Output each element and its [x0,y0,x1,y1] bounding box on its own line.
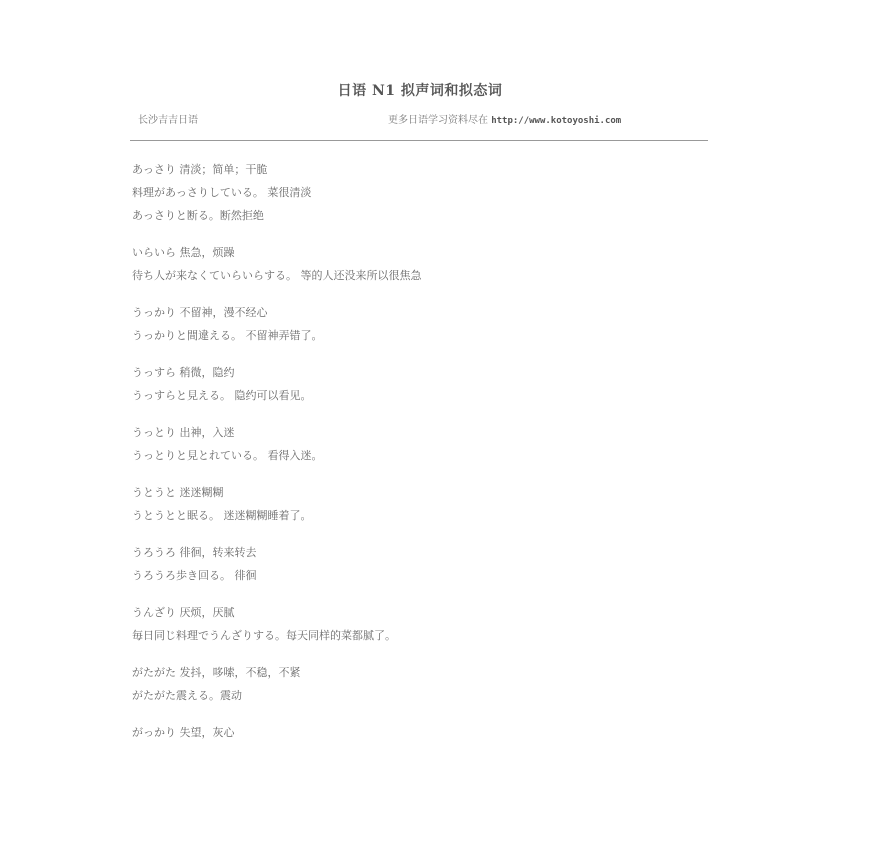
entry-headword-line: うんざり 厌烦，厌腻 [132,606,235,619]
entry-example-line: うっかりと間違える。 不留神弄错了。 [132,329,323,342]
entry-example-line: うっとりと見とれている。 看得入迷。 [132,449,323,462]
entry-headword-line: あっさり 清淡；简单；干脆 [132,163,268,176]
entry-example-line: がたがた震える。震动 [132,689,242,702]
entry-headword-line: うっかり 不留神，漫不经心 [132,306,268,319]
header-url-link[interactable]: http://www.kotoyoshi.com [491,116,622,126]
entry-example-line: うろうろ歩き回る。 徘徊 [132,569,257,582]
vocabulary-entry [132,158,732,227]
vocabulary-entry [132,481,732,527]
entry-headword-line: うろうろ 徘徊，转来转去 [132,546,257,559]
header-right-text [388,111,621,126]
entry-example-line: うっすらと見える。 隐约可以看见。 [132,389,312,402]
vocabulary-entry [132,661,732,707]
vocabulary-entry [132,601,732,647]
entry-example-line: 料理があっさりしている。 菜很清淡 [132,186,312,199]
vocabulary-list [132,158,732,758]
vocabulary-entry [132,241,732,287]
vocabulary-entry [132,301,732,347]
vocabulary-entry [132,421,732,467]
header-left-text: 长沙吉吉日语 [138,115,198,126]
entry-example-line: 毎日同じ料理でうんざりする。每天同样的菜都腻了。 [132,629,396,642]
header-right-prefix: 更多日语学习资料尽在 [388,115,492,126]
vocabulary-entry [132,721,732,744]
entry-example-line: あっさりと断る。断然拒绝 [132,209,264,222]
entry-headword-line: いらいら 焦急，烦躁 [132,246,235,259]
entry-headword-line: うっとり 出神，入迷 [132,426,235,439]
entry-headword-line: うっすら 稍微，隐约 [132,366,235,379]
entry-headword-line: がたがた 发抖，哆嗦，不稳，不紧 [132,666,301,679]
entry-headword-line: がっかり 失望，灰心 [132,726,235,739]
entry-example-line: うとうとと眠る。 迷迷糊糊睡着了。 [132,509,312,522]
header-divider [130,140,708,141]
entry-example-line: 待ち人が来なくていらいらする。 等的人还没来所以很焦急 [132,269,422,282]
vocabulary-entry [132,541,732,587]
vocabulary-entry [132,361,732,407]
entry-headword-line: うとうと 迷迷糊糊 [132,486,224,499]
document-title: 日语 N1 拟声词和拟态词 [337,83,503,99]
